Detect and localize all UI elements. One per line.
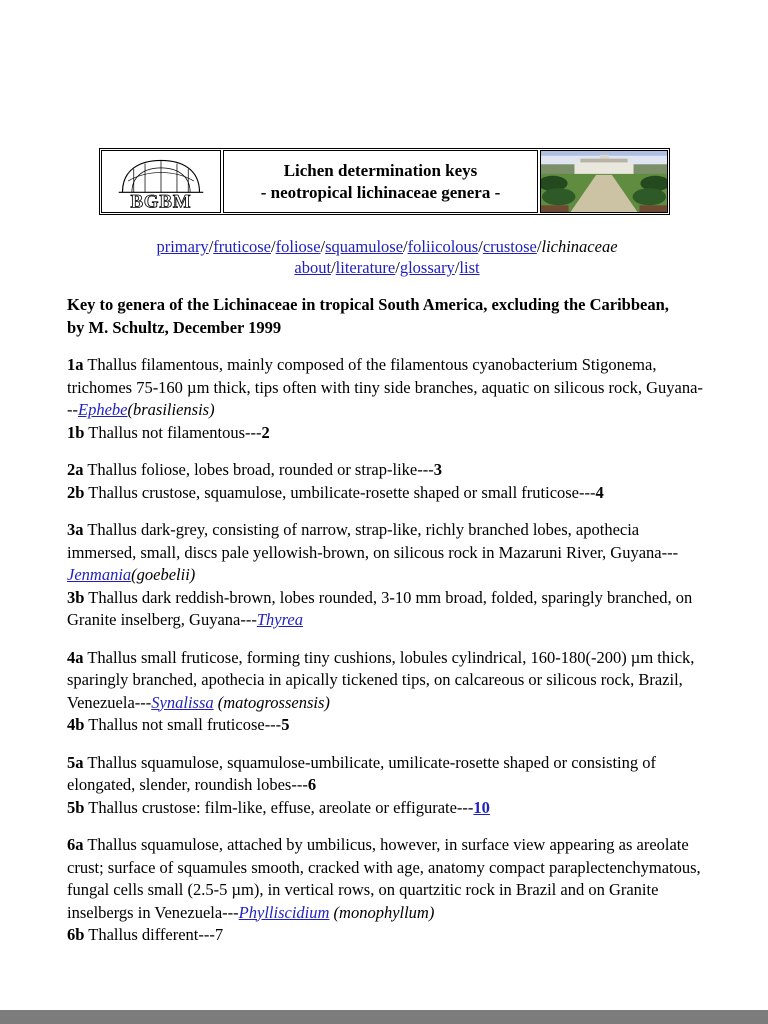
text-run: / [395,258,400,277]
garden-photo [540,150,668,213]
text-run: Thallus crustose: film-like, effuse, areolate or effigurate--- [84,797,474,817]
text-run: 1a [67,355,84,374]
garden-photo-image [541,151,667,212]
nav-link[interactable]: literature [335,258,396,277]
text-run: 3 [433,460,442,479]
viewer-bottom-strip [0,1010,768,1024]
text-run: 3a [67,520,84,539]
nav-link[interactable]: crustose [482,237,537,256]
text-run: / [320,237,326,256]
nav-link[interactable]: list [459,258,480,277]
nav-links [67,236,707,278]
text-run: 3b [67,587,85,607]
text-run: / [536,237,542,256]
text-run: 6 [307,775,317,794]
text-run: Thallus different---7 [84,925,224,944]
key-couplet-item [67,519,707,587]
genus-link[interactable]: Jenmania [67,565,132,584]
key-couplet-group [67,354,707,444]
genus-link[interactable]: Ephebe [78,400,128,419]
header-title [223,150,538,213]
text-run: 5b [67,797,85,817]
text-run: / [208,237,214,256]
text-run: 2b [67,482,85,502]
header-banner [99,148,670,215]
genus-link[interactable]: 10 [473,797,490,817]
bgbm-logo-icon [108,151,214,213]
key-couplet-group [67,519,707,632]
text-run: Thallus filamentous, mainly composed of the filamentous cyanobacterium Stigonema, trichomes 75-160 µm thick, tips often with tiny side branches, aquatic on silicous rock, Guyana--- [67,355,703,419]
key-couplet-group [67,834,707,947]
text-run: Thallus foliose, lobes broad, rounded or strap-like--- [83,460,434,479]
text-run: lichinaceae [541,237,618,256]
text-run: / [478,237,483,256]
genus-link[interactable]: Phylliscidium [238,902,330,922]
determination-key [67,354,707,947]
text-run: 4a [67,647,84,667]
text-run: / [271,237,276,256]
page-heading [67,294,707,339]
key-couplet-item [67,797,707,820]
nav-link[interactable]: primary [156,237,209,256]
page-heading-line1: Key to genera of the Lichinaceae in tropical South America, excluding the Caribbean, [67,295,669,314]
text-run: 2a [67,460,84,479]
nav-link[interactable]: glossary [399,258,455,277]
text-run: Thallus not small fruticose--- [84,715,282,734]
text-run: Thallus squamulose, squamulose-umbilicate, umilicate-rosette shaped or consisting of elongated, slender, roundish lobes--- [67,752,656,794]
key-couplet-item [67,587,707,632]
bgbm-logo [101,150,221,213]
header-title-line2: - neotropical lichinaceae genera - [260,182,501,202]
key-couplet-item [67,647,707,715]
header-title-line1: Lichen determination keys [283,160,478,180]
text-run: Thallus not filamentous--- [84,422,262,442]
genus-link[interactable]: Thyrea [256,610,303,629]
key-couplet-group [67,459,707,504]
nav-link[interactable]: foliose [275,237,321,256]
text-run: Thallus small fruticose, forming tiny cushions, lobules cylindrical, 160-180(-200) µm thick, sparingly branched, apothecia in apically tickened tips, on calcareous or silicous rock, Brazil, Venezuela--- [67,647,695,712]
genus-link[interactable]: Synalissa [151,692,214,712]
text-run: Thallus squamulose, attached by umbilicus, however, in surface view appearing as areolate crust; surface of squamules smooth, cracked with age, anatomy compact paraplectenchymatous, fungal cells small (2.5-5 µm), in vertical rows, on quartzitic rock in Brazil and on Granite inselbergs in Venezuela--- [67,835,701,922]
key-couplet-item [67,714,707,737]
nav-link[interactable]: squamulose [325,237,404,256]
text-run: Thallus crustose, squamulose, umbilicate-rosette shaped or small fruticose--- [84,482,596,502]
key-couplet-group [67,647,707,737]
key-couplet-item [67,422,707,445]
key-couplet-item [67,482,707,505]
nav-link[interactable]: about [294,258,332,277]
svg-text:BGBM: BGBM [130,190,192,212]
nav-link[interactable]: foliicolous [407,237,479,256]
key-couplet-item [67,924,707,947]
text-run: Thallus dark-grey, consisting of narrow, strap-like, richly branched lobes, apothecia immersed, small, discs pale yellowish-brown, on silicous rock in Mazaruni River, Guyana--- [67,520,679,562]
text-run: 6a [67,835,84,854]
nav-line-1 [67,236,707,257]
key-couplet-item [67,459,707,482]
text-run: 4b [67,715,85,734]
text-run: (goebelii) [131,565,196,584]
text-run: / [331,258,336,277]
nav-line-2 [67,257,707,278]
text-run: 2 [261,422,270,442]
page-heading-line2: by M. Schultz, December 1999 [67,317,282,337]
text-run: / [454,258,460,277]
key-couplet-item [67,834,707,924]
text-run: 5a [67,752,84,772]
key-couplet-item [67,752,707,797]
text-run: 5 [281,715,290,734]
document-body [67,236,707,962]
key-couplet-group [67,752,707,820]
key-couplet-item [67,354,707,422]
text-run: / [403,237,408,256]
text-run: 4 [595,482,604,502]
text-run: (brasiliensis) [127,400,215,419]
text-run: 1b [67,422,85,442]
text-run: 6b [67,925,85,944]
text-run: Thallus dark reddish-brown, lobes rounded, 3-10 mm broad, folded, sparingly branched, on Granite inselberg, Guyana--- [67,587,693,629]
nav-link[interactable]: fruticose [213,237,272,256]
text-run: (matogrossensis) [213,692,330,712]
text-run: (monophyllum) [329,902,435,922]
